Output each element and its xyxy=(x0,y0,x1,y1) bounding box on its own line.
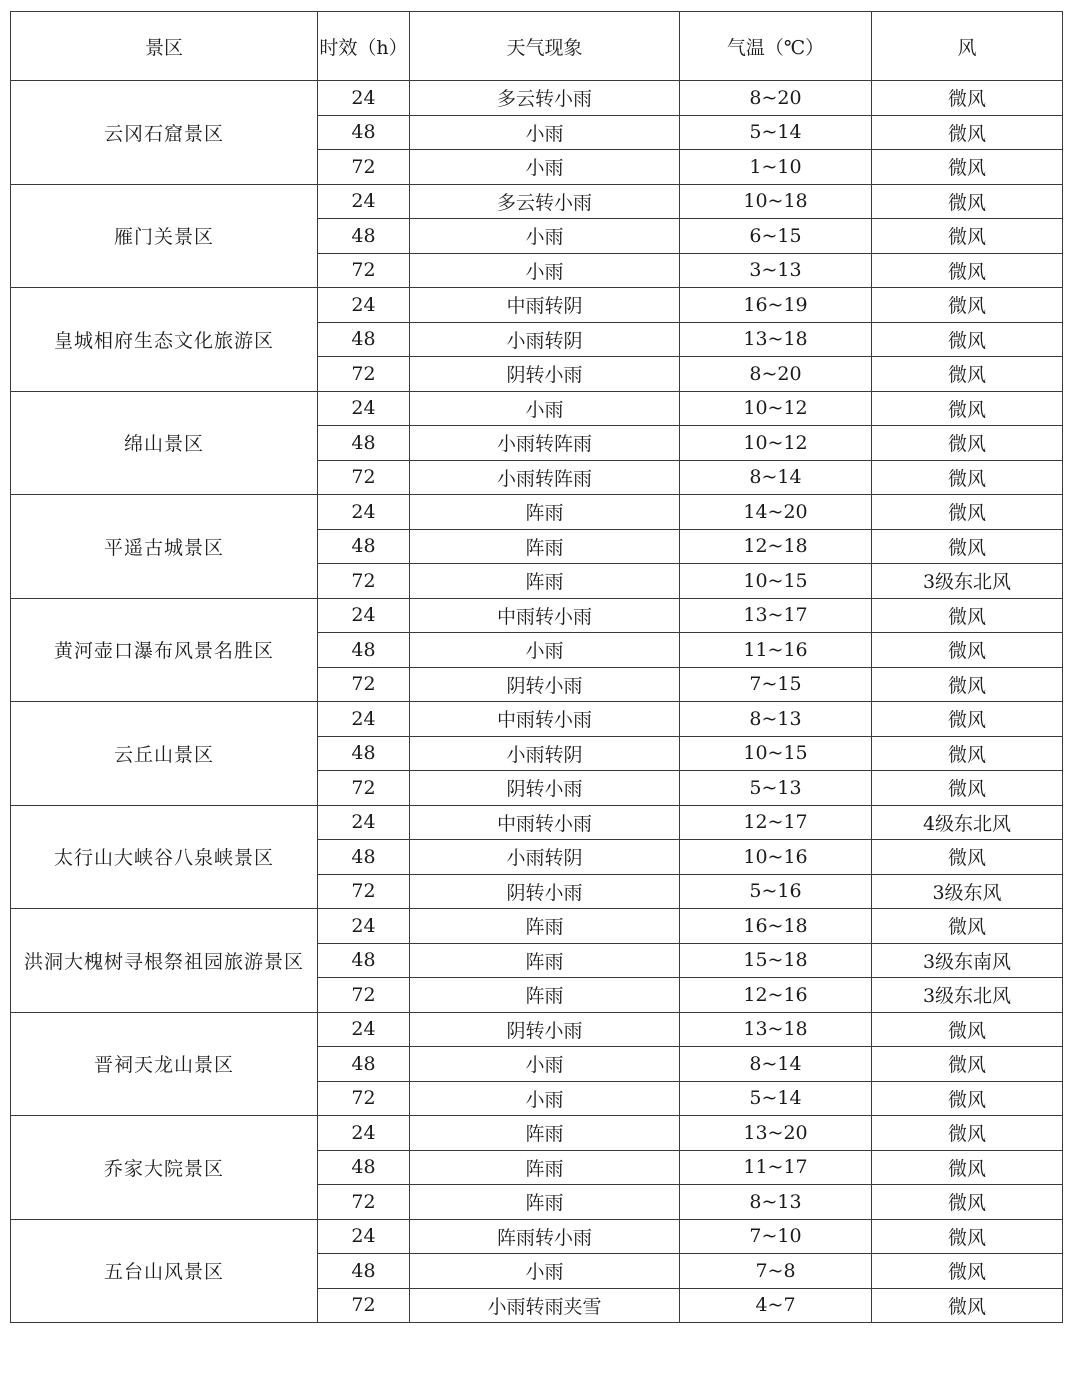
hours-cell: 72 xyxy=(318,564,410,599)
temperature-cell: 10~12 xyxy=(680,426,872,461)
weather-cell: 阵雨 xyxy=(410,1185,680,1220)
weather-cell: 小雨 xyxy=(410,115,680,150)
temperature-cell: 7~10 xyxy=(680,1219,872,1254)
temperature-cell: 12~16 xyxy=(680,978,872,1013)
hours-cell: 24 xyxy=(318,495,410,530)
weather-cell: 中雨转小雨 xyxy=(410,598,680,633)
weather-cell: 小雨 xyxy=(410,150,680,185)
wind-cell: 微风 xyxy=(872,1081,1063,1116)
header-row xyxy=(11,12,1063,81)
table-row xyxy=(11,391,1063,426)
weather-cell: 阴转小雨 xyxy=(410,874,680,909)
wind-cell: 3级东风 xyxy=(872,874,1063,909)
temperature-cell: 16~18 xyxy=(680,909,872,944)
hours-cell: 48 xyxy=(318,219,410,254)
hours-cell: 24 xyxy=(318,391,410,426)
wind-cell: 微风 xyxy=(872,633,1063,668)
weather-cell: 中雨转阴 xyxy=(410,288,680,323)
spot-name: 绵山景区 xyxy=(11,391,318,495)
weather-cell: 小雨转雨夹雪 xyxy=(410,1288,680,1323)
wind-cell: 微风 xyxy=(872,1254,1063,1289)
weather-cell: 中雨转小雨 xyxy=(410,805,680,840)
weather-cell: 小雨转阵雨 xyxy=(410,460,680,495)
weather-cell: 阵雨 xyxy=(410,1150,680,1185)
temperature-cell: 15~18 xyxy=(680,943,872,978)
temperature-cell: 11~16 xyxy=(680,633,872,668)
temperature-cell: 13~20 xyxy=(680,1116,872,1151)
weather-cell: 小雨 xyxy=(410,391,680,426)
temperature-cell: 6~15 xyxy=(680,219,872,254)
weather-cell: 小雨 xyxy=(410,219,680,254)
wind-cell: 微风 xyxy=(872,288,1063,323)
temperature-cell: 1~10 xyxy=(680,150,872,185)
wind-cell: 微风 xyxy=(872,736,1063,771)
wind-cell: 微风 xyxy=(872,840,1063,875)
hours-cell: 48 xyxy=(318,943,410,978)
temperature-cell: 11~17 xyxy=(680,1150,872,1185)
hours-cell: 24 xyxy=(318,1219,410,1254)
hours-cell: 24 xyxy=(318,1012,410,1047)
weather-cell: 多云转小雨 xyxy=(410,184,680,219)
header-temperature: 气温（℃） xyxy=(680,12,872,81)
forecast-body xyxy=(11,81,1063,1323)
wind-cell: 微风 xyxy=(872,1288,1063,1323)
weather-cell: 阴转小雨 xyxy=(410,667,680,702)
spot-name: 洪洞大槐树寻根祭祖园旅游景区 xyxy=(11,909,318,1013)
spot-name: 黄河壶口瀑布风景名胜区 xyxy=(11,598,318,702)
forecast-table xyxy=(10,11,1063,1323)
temperature-cell: 13~17 xyxy=(680,598,872,633)
temperature-cell: 10~15 xyxy=(680,564,872,599)
wind-cell: 微风 xyxy=(872,391,1063,426)
wind-cell: 微风 xyxy=(872,495,1063,530)
wind-cell: 4级东北风 xyxy=(872,805,1063,840)
weather-cell: 阴转小雨 xyxy=(410,1012,680,1047)
weather-cell: 小雨 xyxy=(410,253,680,288)
weather-cell: 小雨转阵雨 xyxy=(410,426,680,461)
hours-cell: 48 xyxy=(318,736,410,771)
forecast-table-wrapper xyxy=(10,11,1063,1323)
weather-cell: 阴转小雨 xyxy=(410,357,680,392)
temperature-cell: 14~20 xyxy=(680,495,872,530)
weather-cell: 小雨 xyxy=(410,1081,680,1116)
spot-name: 云丘山景区 xyxy=(11,702,318,806)
temperature-cell: 8~14 xyxy=(680,460,872,495)
temperature-cell: 12~18 xyxy=(680,529,872,564)
hours-cell: 48 xyxy=(318,1150,410,1185)
hours-cell: 24 xyxy=(318,1116,410,1151)
weather-cell: 小雨转阴 xyxy=(410,840,680,875)
hours-cell: 48 xyxy=(318,633,410,668)
weather-cell: 小雨 xyxy=(410,633,680,668)
spot-name: 皇城相府生态文化旅游区 xyxy=(11,288,318,392)
wind-cell: 微风 xyxy=(872,357,1063,392)
wind-cell: 微风 xyxy=(872,598,1063,633)
temperature-cell: 13~18 xyxy=(680,322,872,357)
temperature-cell: 4~7 xyxy=(680,1288,872,1323)
header-hours: 时效（h） xyxy=(318,12,410,81)
hours-cell: 24 xyxy=(318,805,410,840)
table-row xyxy=(11,81,1063,116)
wind-cell: 微风 xyxy=(872,1012,1063,1047)
hours-cell: 72 xyxy=(318,771,410,806)
hours-cell: 72 xyxy=(318,1288,410,1323)
hours-cell: 48 xyxy=(318,840,410,875)
wind-cell: 微风 xyxy=(872,219,1063,254)
temperature-cell: 8~20 xyxy=(680,81,872,116)
wind-cell: 微风 xyxy=(872,909,1063,944)
temperature-cell: 5~16 xyxy=(680,874,872,909)
weather-cell: 小雨转阴 xyxy=(410,736,680,771)
weather-cell: 多云转小雨 xyxy=(410,81,680,116)
table-row xyxy=(11,495,1063,530)
spot-name: 平遥古城景区 xyxy=(11,495,318,599)
hours-cell: 72 xyxy=(318,874,410,909)
temperature-cell: 7~15 xyxy=(680,667,872,702)
temperature-cell: 16~19 xyxy=(680,288,872,323)
temperature-cell: 8~14 xyxy=(680,1047,872,1082)
weather-cell: 阵雨 xyxy=(410,529,680,564)
weather-cell: 阵雨 xyxy=(410,909,680,944)
spot-name: 太行山大峡谷八泉峡景区 xyxy=(11,805,318,909)
weather-cell: 小雨 xyxy=(410,1254,680,1289)
wind-cell: 微风 xyxy=(872,150,1063,185)
hours-cell: 72 xyxy=(318,357,410,392)
wind-cell: 微风 xyxy=(872,1219,1063,1254)
temperature-cell: 8~20 xyxy=(680,357,872,392)
temperature-cell: 5~14 xyxy=(680,1081,872,1116)
temperature-cell: 13~18 xyxy=(680,1012,872,1047)
hours-cell: 48 xyxy=(318,1254,410,1289)
spot-name: 晋祠天龙山景区 xyxy=(11,1012,318,1116)
wind-cell: 微风 xyxy=(872,184,1063,219)
hours-cell: 48 xyxy=(318,115,410,150)
wind-cell: 3级东南风 xyxy=(872,943,1063,978)
wind-cell: 微风 xyxy=(872,529,1063,564)
weather-cell: 阴转小雨 xyxy=(410,771,680,806)
hours-cell: 48 xyxy=(318,322,410,357)
hours-cell: 24 xyxy=(318,184,410,219)
hours-cell: 48 xyxy=(318,529,410,564)
weather-cell: 阵雨 xyxy=(410,1116,680,1151)
wind-cell: 微风 xyxy=(872,253,1063,288)
table-row xyxy=(11,1012,1063,1047)
wind-cell: 微风 xyxy=(872,322,1063,357)
table-row xyxy=(11,702,1063,737)
table-row xyxy=(11,184,1063,219)
hours-cell: 72 xyxy=(318,978,410,1013)
header-wind: 风 xyxy=(872,12,1063,81)
temperature-cell: 10~15 xyxy=(680,736,872,771)
temperature-cell: 5~13 xyxy=(680,771,872,806)
temperature-cell: 7~8 xyxy=(680,1254,872,1289)
spot-name: 乔家大院景区 xyxy=(11,1116,318,1220)
temperature-cell: 8~13 xyxy=(680,702,872,737)
weather-cell: 阵雨 xyxy=(410,978,680,1013)
wind-cell: 微风 xyxy=(872,667,1063,702)
temperature-cell: 5~14 xyxy=(680,115,872,150)
table-row xyxy=(11,1116,1063,1151)
spot-name: 云冈石窟景区 xyxy=(11,81,318,185)
wind-cell: 微风 xyxy=(872,1150,1063,1185)
wind-cell: 3级东北风 xyxy=(872,564,1063,599)
hours-cell: 48 xyxy=(318,1047,410,1082)
wind-cell: 微风 xyxy=(872,1047,1063,1082)
header-spot: 景区 xyxy=(11,12,318,81)
header-weather: 天气现象 xyxy=(410,12,680,81)
wind-cell: 微风 xyxy=(872,771,1063,806)
weather-cell: 阵雨 xyxy=(410,564,680,599)
wind-cell: 微风 xyxy=(872,702,1063,737)
weather-cell: 小雨转阴 xyxy=(410,322,680,357)
spot-name: 雁门关景区 xyxy=(11,184,318,288)
table-row xyxy=(11,909,1063,944)
hours-cell: 24 xyxy=(318,702,410,737)
spot-name: 五台山风景区 xyxy=(11,1219,318,1323)
wind-cell: 3级东北风 xyxy=(872,978,1063,1013)
table-row xyxy=(11,598,1063,633)
weather-cell: 阵雨 xyxy=(410,495,680,530)
wind-cell: 微风 xyxy=(872,115,1063,150)
temperature-cell: 12~17 xyxy=(680,805,872,840)
table-row xyxy=(11,1219,1063,1254)
hours-cell: 72 xyxy=(318,667,410,702)
weather-cell: 中雨转小雨 xyxy=(410,702,680,737)
wind-cell: 微风 xyxy=(872,81,1063,116)
temperature-cell: 8~13 xyxy=(680,1185,872,1220)
wind-cell: 微风 xyxy=(872,460,1063,495)
wind-cell: 微风 xyxy=(872,1185,1063,1220)
hours-cell: 24 xyxy=(318,81,410,116)
hours-cell: 72 xyxy=(318,1185,410,1220)
hours-cell: 24 xyxy=(318,598,410,633)
weather-cell: 小雨 xyxy=(410,1047,680,1082)
hours-cell: 24 xyxy=(318,288,410,323)
weather-cell: 阵雨 xyxy=(410,943,680,978)
temperature-cell: 10~12 xyxy=(680,391,872,426)
temperature-cell: 3~13 xyxy=(680,253,872,288)
wind-cell: 微风 xyxy=(872,1116,1063,1151)
hours-cell: 48 xyxy=(318,426,410,461)
table-row xyxy=(11,288,1063,323)
weather-cell: 阵雨转小雨 xyxy=(410,1219,680,1254)
temperature-cell: 10~18 xyxy=(680,184,872,219)
temperature-cell: 10~16 xyxy=(680,840,872,875)
table-row xyxy=(11,805,1063,840)
wind-cell: 微风 xyxy=(872,426,1063,461)
hours-cell: 72 xyxy=(318,460,410,495)
hours-cell: 24 xyxy=(318,909,410,944)
hours-cell: 72 xyxy=(318,150,410,185)
hours-cell: 72 xyxy=(318,1081,410,1116)
hours-cell: 72 xyxy=(318,253,410,288)
